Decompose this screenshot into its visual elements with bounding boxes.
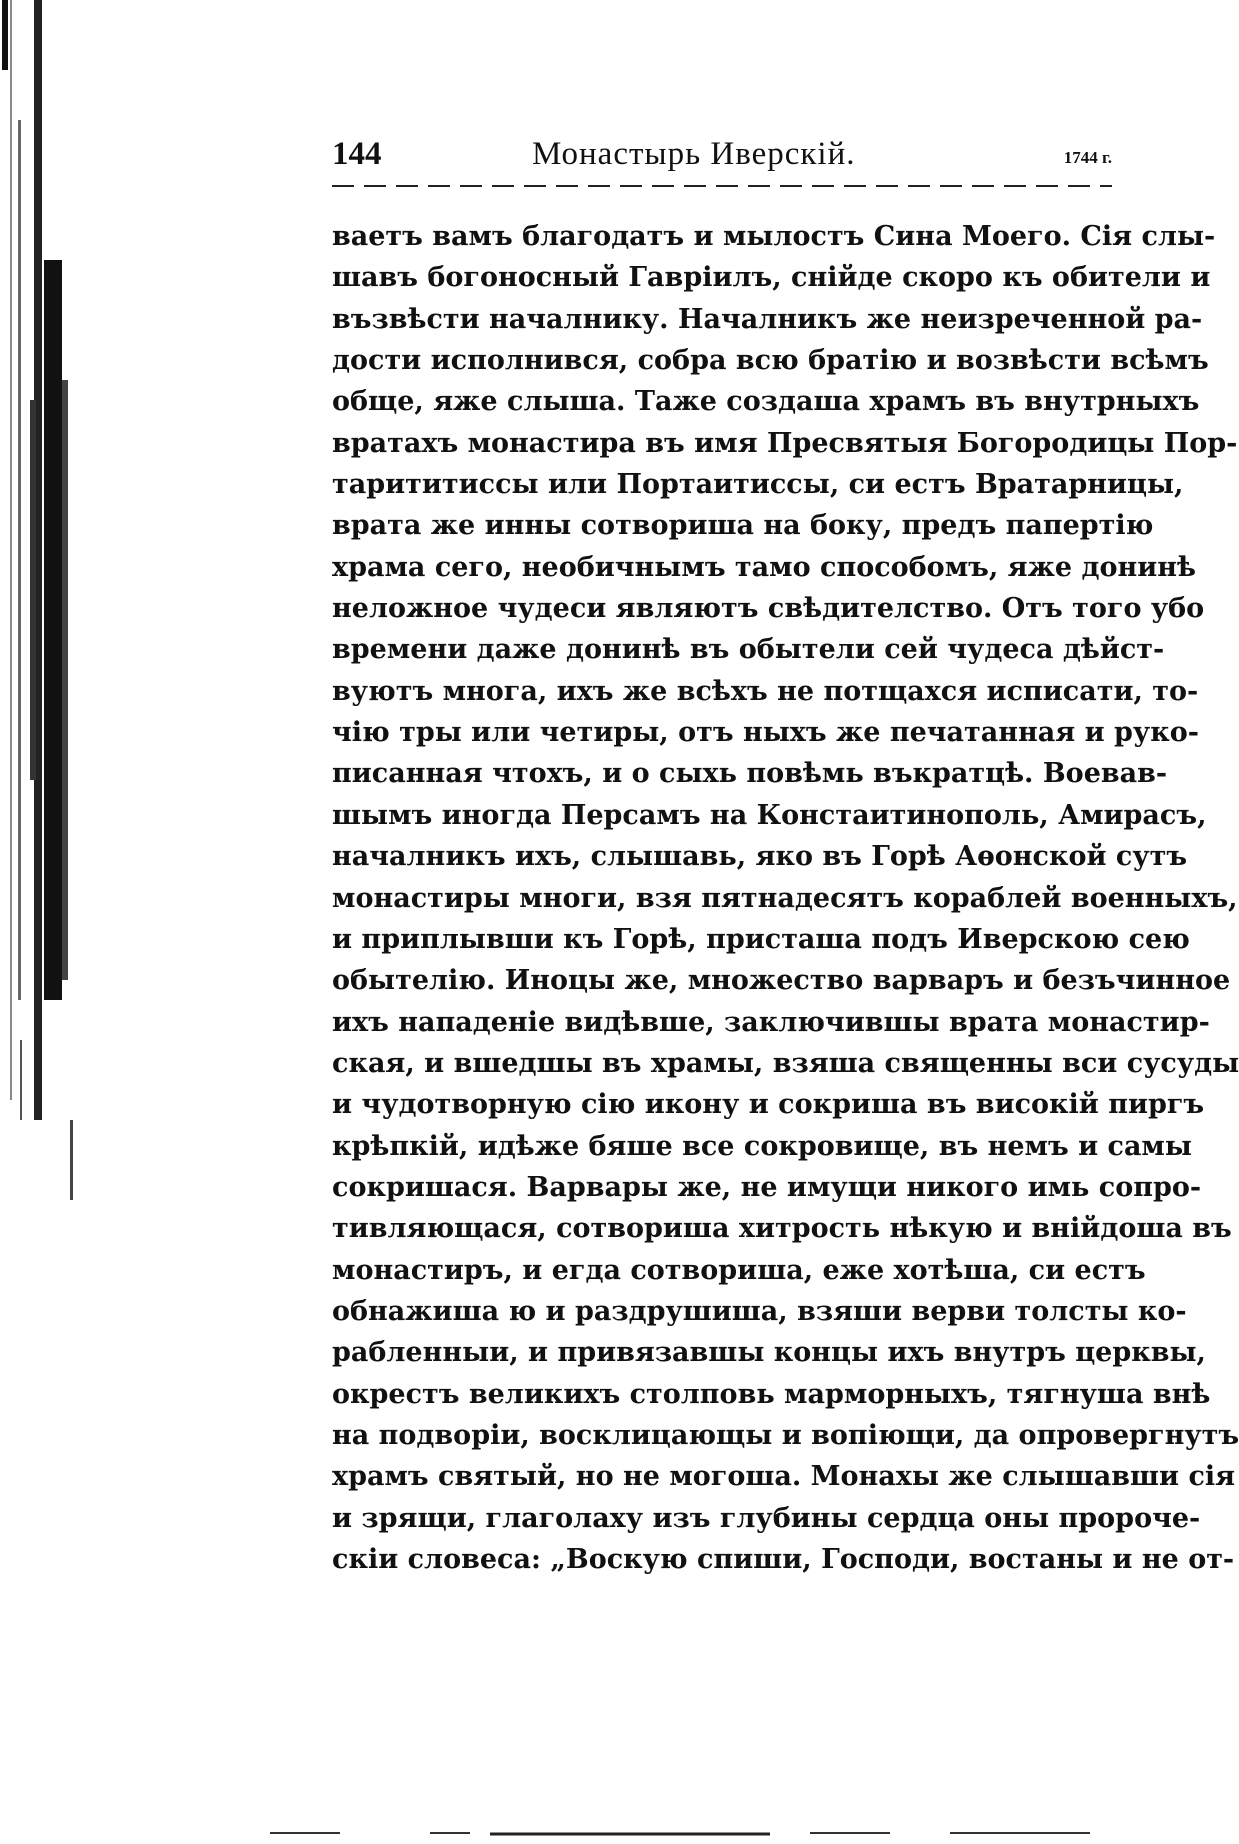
text-line: ваетъ вамъ благодатъ и мылостъ Сина Моего. Сія слы- <box>332 221 1216 252</box>
text-line: и чудотворную сію икону и сокриша въ високій пиргъ <box>332 1089 1205 1121</box>
header-year: 1744 г. <box>1063 148 1112 167</box>
text-line: рабленныи, и привязавшы концы ихъ внутръ церквы, <box>332 1337 1206 1369</box>
text-line: окрестъ великихъ столповь марморныхъ, тягнуша внѣ <box>332 1378 1211 1410</box>
text-line: монастиръ, и егда сотвориша, еже хотѣша, си естъ <box>332 1254 1146 1286</box>
text-line: възвѣсти началнику. Началникъ же неизреченной ра- <box>332 303 1203 335</box>
header-rule <box>332 184 1112 188</box>
text-line: ихъ нападеніе видѣвше, заключившы врата монастир- <box>332 1006 1210 1038</box>
page-number: 144 <box>332 136 382 172</box>
text-line: скіи словеса: „Воскую спиши, Господи, востаны и не от- <box>332 1544 1235 1575</box>
text-line: сокришася. Варвары же, не имущи никого имь сопро- <box>332 1171 1202 1203</box>
text-line: шавъ богоносный Гавріилъ, снійде скоро къ обители и <box>332 262 1211 294</box>
footer-rules <box>250 1828 1110 1838</box>
page-binding-edge <box>0 0 80 1844</box>
running-title: Монастырь Иверскій. <box>532 136 856 172</box>
text-line: времени даже донинѣ въ обытели сей чудеса дѣйст- <box>332 634 1165 666</box>
text-line: писанная чтохъ, и о сыхь повѣмь въкратцѣ. Воевав- <box>332 758 1168 790</box>
text-line: обще, яже слыша. Таже создаша храмъ въ внутрныхъ <box>332 386 1200 418</box>
text-line: обнажиша ю и раздрушиша, взяши верви толсты ко- <box>332 1295 1187 1327</box>
text-line: врата же инны сотвориша на боку, предъ папертію <box>332 510 1154 542</box>
text-line: и приплывши къ Горѣ, присташа подъ Иверскою сею <box>332 923 1190 955</box>
body-text <box>332 216 1239 1580</box>
text-line: началникъ ихъ, слышавь, яко въ Горѣ Аѳонской сутъ <box>332 841 1188 873</box>
page-header <box>332 136 1112 184</box>
text-line: обытелію. Иноцы же, множество варваръ и безъчинное <box>332 965 1231 997</box>
text-line: чію тры или четиры, отъ ныхъ же печатанная и руко- <box>332 717 1199 749</box>
text-line: шымъ иногда Персамъ на Констаитинополь, Амирасъ, <box>332 799 1207 831</box>
text-line: крѣпкій, идѣже бяше все сокровище, въ немъ и самы <box>332 1130 1192 1162</box>
text-line: тарититиссы или Портаитиссы, си естъ Вратарницы, <box>332 469 1184 501</box>
text-line: тивляющася, сотвориша хитрость нѣкую и внійдоша въ <box>332 1213 1232 1245</box>
text-line: неложное чудеси являютъ свѣдителство. Отъ того убо <box>332 593 1205 625</box>
text-line: и зрящи, глаголаху изъ глубины сердца оны пророче- <box>332 1502 1201 1534</box>
text-line: храма сего, необичнымъ тамо способомъ, яже донинѣ <box>332 551 1196 583</box>
text-line: ская, и вшедшы въ храмы, взяша священны вси сусуды <box>332 1047 1239 1079</box>
text-line: храмъ святый, но не могоша. Монахы же слышавши сія <box>332 1461 1236 1493</box>
text-line: вуютъ многа, ихъ же всѣхъ не потщахся исписати, то- <box>332 675 1199 707</box>
text-line: монастиры многи, взя пятнадесятъ кораблей военныхъ, <box>332 882 1238 914</box>
text-line: вратахъ монастира въ имя Пресвятыя Богородицы Пор- <box>332 427 1238 459</box>
text-line: дости исполнився, собра всю братію и возвѣсти всѣмъ <box>332 345 1209 377</box>
text-line: на подворіи, восклицающы и вопіющи, да опровергнутъ <box>332 1419 1239 1451</box>
